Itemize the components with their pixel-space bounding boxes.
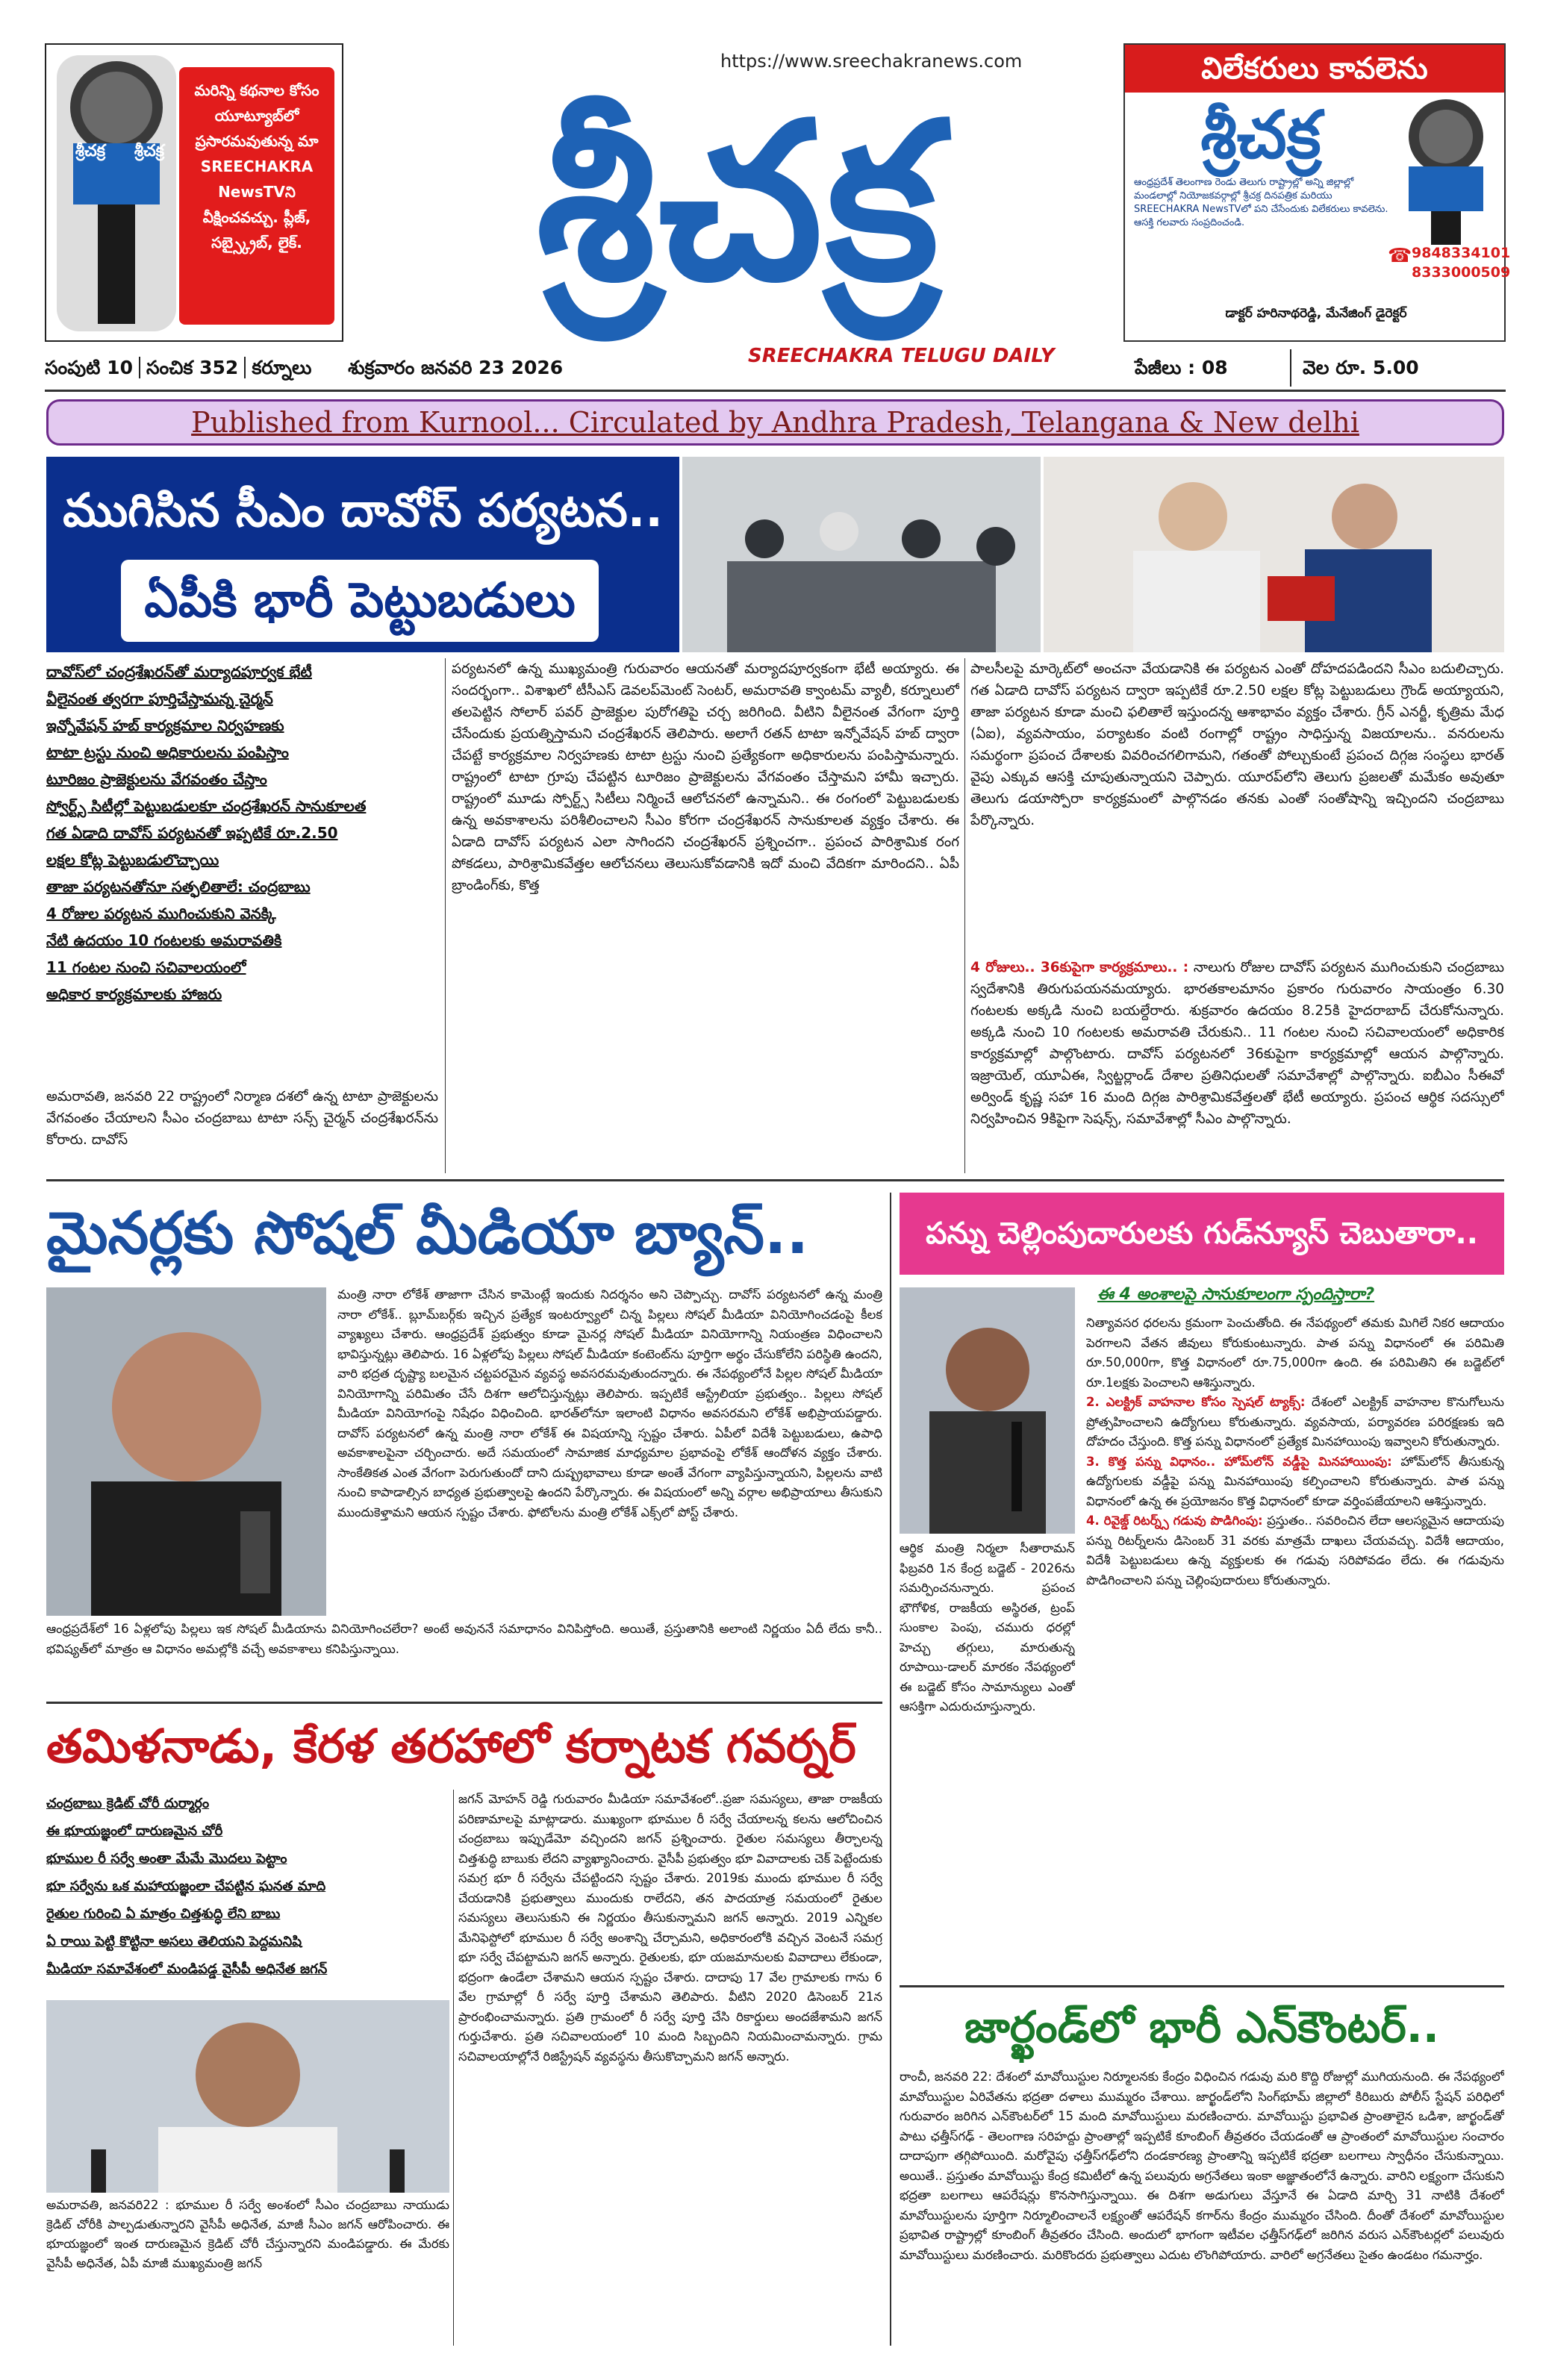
- story4-bullets: [46, 1790, 449, 1991]
- microphone-icon: [1394, 96, 1498, 245]
- story3-point3: హోమ్‌లోన్ తీసుకున్న ఉద్యోగులకు వడ్డీపై పన్ను మినహాయింపు కల్పించాలని కోరుతున్నారు. పాత పన్ను విధానంలో ఉన్న ఈ ప్రయోజనం కొత్త విధానంలో కూడా వర్తింపజేయాలని ఆశిస్తున్నారు.: [1086, 1454, 1504, 1508]
- section-rule: [46, 1702, 882, 1704]
- divider: [964, 658, 965, 1173]
- story4-bullet: చంద్రబాబు క్రెడిట్ చోరీ దుర్మార్గం: [46, 1796, 210, 1811]
- story1-col3-a: పాలసీలపై మార్కెట్‌లో అంచనా వేయడానికి ఈ పర్యటన ఎంతో దోహదపడిందని సీఎం బదులిచ్చారు. గత ఏడాది దావోస్ పర్యటన ద్వారా ఇప్పటికే రూ.2.50 లక్షల కోట్ల పెట్టుబడులు గ్రౌండ్ అయ్యాయని, తాజా పర్యటన కూడా మంచి ఫలితాలే ఇస్తుందన్న ఆశాభావం వ్యక్తం చేశారు. గ్రీన్ ఎనర్జీ, కృత్రిమ మేధ (ఏఐ), వ్యవసాయం, పర్యాటకం వంటి రంగాల్లో రాష్ట్రం సాధిస్తున్న విజయాలను.. వనరులను సమర్థంగా ప్రపంచ దేశాలకు వివరించగలిగామని, గతంతో పోల్చుకుంటే ప్రపంచ దిగ్గజ సంస్థలు భారత్ వైపు ఎక్కువ ఆసక్తి చూపుతున్నాయని చెప్పారు. యూరప్‌లోని తెలుగు ప్రజలతో మమేకం అవుతూ తెలుగు డయాస్పోరా కార్యక్రమంలో పాల్గొనడం తనకు ఎంతో సంతోషాన్ని ఇచ్చిందని చంద్రబాబు పేర్కొన్నారు.: [970, 661, 1504, 828]
- ad-body: ఆంధ్రప్రదేశ్ తెలంగాణ రెండు తెలుగు రాష్ట్రాల్లో అన్ని జిల్లాల్లో మండలాల్లో నియోజకవర్గాల్లో శ్రీచక్ర దినపత్రిక మరియు SREECHAKRA NewsTVలో పని చేసేందుకు విలేకరులు కావలెను. ఆసక్తి గలవారు సంప్రదించండి.: [1134, 177, 1388, 228]
- story4-bullet: మీడియా సమావేశంలో మండిపడ్డ వైసీపీ అధినేత జగన్: [46, 1961, 328, 1977]
- pages: పేజీలు : 08: [1135, 349, 1291, 387]
- story4-bullet: ఏ రాయి పెట్టి కొట్టినా అసలు తెలియని పెద్దమనిషి: [46, 1934, 302, 1949]
- story3-headline: పన్ను చెల్లింపుదారులకు గుడ్‌న్యూస్ చెబుతారా..: [900, 1193, 1504, 1275]
- date: శుక్రవారం జనవరి 23 2026: [348, 357, 564, 378]
- story1-bullet: అధికార కార్యక్రమాలకు హాజరు: [46, 985, 222, 1003]
- masthead-logo: శ్రీచక్ర: [536, 75, 942, 328]
- section-rule: [900, 1985, 1504, 1987]
- story1-bullet: తాజా పర్యటనతోనూ సత్ఫలితాలే: చంద్రబాబు: [46, 878, 311, 896]
- story1-col3-subhead: 4 రోజులు.. 36కుపైగా కార్యక్రమాలు.. :: [970, 960, 1189, 975]
- story4-bullet: భూముల రీ సర్వే అంతా మేమే మొదలు పెట్టాం: [46, 1851, 287, 1867]
- price: వెల రూ. 5.00: [1303, 357, 1419, 378]
- story5-headline: జార్ఖండ్‌లో భారీ ఎన్‌కౌంటర్..: [964, 2002, 1439, 2052]
- story2-photo-caption: ఆంధ్రప్రదేశ్‌లో 16 ఏళ్లలోపు పిల్లలు ఇక సోషల్ మీడియాను వినియోగించలేరా? అంటే అవుననే సమాధానం వినిపిస్తోంది. అయితే, ప్రస్తుతానికి అలాంటి నిర్ణయం ఏదీ లేదు కానీ.. భవిష్యత్‌లో మాత్రం ఆ విధానం అమల్లోకి వచ్చే అవకాశాలు కనిపిస్తున్నాయి.: [46, 1622, 882, 1656]
- divider: [453, 1790, 454, 2346]
- website-url[interactable]: https://www.sreechakranews.com: [720, 51, 1023, 72]
- story3-photo-caption: ఆర్థిక మంత్రి నిర్మలా సీతారామన్ ఫిబ్రవరి 1న కేంద్ర బడ్జెట్‌ - 2026ను సమర్పించనున్నారు. ప్రపంచ భౌగోళిక, రాజకీయ అస్థిరత, ట్రంప్ సుంకాల పెంపు, చమురు ధరల్లో హెచ్చు తగ్గులు, మారుతున్న రూపాయి-డాలర్ మారకం నేపథ్యంలో ఈ బడ్జెట్ కోసం సామాన్యులు ఎంతో ఆసక్తిగా ఎదురుచూస్తున్నారు.: [900, 1541, 1075, 1714]
- story1-col2: పర్యటనలో ఉన్న ముఖ్యమంత్రి గురువారం ఆయనతో మర్యాదపూర్వకంగా భేటీ అయ్యారు. ఈ సందర్భంగా.. విశాఖలో టీసీఎస్ డెవలప్‌మెంట్ సెంటర్, అమరావతి క్వాంటమ్ వ్యాలీ, కర్నూలులో తలపెట్టిన సోలార్ పవర్ ప్రాజెక్టుల పురోగతిపై చర్చ జరిగింది. వీటిని వీలైనంత వేగంగా పూర్తి చేసేందుకు ప్రయత్నిస్తామని చంద్రశేఖరన్ తెలిపారు. అలాగే రతన్ టాటా ఇన్నోవేషన్ హబ్ ద్వారా చేపట్టే కార్యక్రమాల నిర్వహణకు టాటా ట్రస్టు నుంచి ప్రత్యేకంగా అధికారులను పంపిస్తామన్నారు. రాష్ట్రంలో టాటా గ్రూపు చేపట్టిన టూరిజం ప్రాజెక్టులను వేగవంతం చేస్తామని హామీ ఇచ్చారు. రాష్ట్రంలో మూడు స్పోర్ట్స్ సిటీలు నిర్మించే ఆలోచనలో ఉన్నామని.. ఈ రంగంలో పెట్టుబడులకు ఉన్న అవకాశాలను పరిశీలించాలని సీఎం కోరగా చంద్రశేఖరన్ సానుకూలత వ్యక్తం చేశారు. ఈ ఏడాది దావోస్ పర్యటన ఎలా సాగిందని చంద్రశేఖరన్ ప్రశ్నించగా.. ప్రపంచ పారిశ్రామిక రంగ పోకడలు, పారిశ్రామికవేత్తల ఆలోచనలు తెలుసుకోవడానికి ఇదో మంచి వేదికగా మారిందని.. ఏపీ బ్రాండింగ్‌కు, కొత్త: [452, 661, 959, 893]
- story1-col1-tail: అమరావతి, జనవరి 22 రాష్ట్రంలో నిర్మాణ దశలో ఉన్న టాటా ప్రాజెక్టులను వేగవంతం చేయాలని సీఎం చంద్రబాబు టాటా సన్స్ చైర్మన్ చంద్రశేఖరన్‌ను కోరారు. దావోస్: [46, 1089, 438, 1148]
- story1-bullet: వీలైనంత త్వరగా పూర్తిచేస్తామన్న చైర్మన్: [46, 690, 273, 708]
- story3-point4-wrap: [1086, 1511, 1504, 1590]
- story1-bullet: దావోస్‌లో చంద్రశేఖరన్‌తో మర్యాదపూర్వక భేటీ: [46, 663, 312, 681]
- promo-brand-1: శ్రీచక్ర: [75, 142, 106, 160]
- story1-bullet: ఇన్నోవేషన్ హబ్ కార్యక్రమాల నిర్వహణకు: [46, 716, 284, 734]
- divider: [890, 1193, 891, 2346]
- story1-bullet: టూరిజం ప్రాజెక్టులను వేగవంతం చేస్తాం: [46, 770, 267, 788]
- story4-bullet: రైతుల గురించి ఏ మాత్రం చిత్తశుద్ధి లేని బాబు: [46, 1906, 281, 1922]
- divider: [445, 658, 446, 1173]
- story3-point3-title: 3. కొత్త పన్ను విధానం.. హోమ్‌లోన్ వడ్డీపై మినహాయింపు:: [1086, 1454, 1392, 1469]
- ad-phone-1[interactable]: 9848334101: [1412, 245, 1511, 261]
- story5-body: రాంచీ, జనవరి 22: దేశంలో మావోయిస్టుల నిర్మూలనకు కేంద్రం విధించిన గడువు మరి కొద్ది రోజుల్లో ముగియనుంది. ఈ నేపథ్యంలో మావోయిస్టుల ఏరివేతను భద్రతా దళాలు ముమ్మరం చేశాయి. జార్ఖండ్‌లోని సింగ్‌భూమ్ జిల్లాలో కిరిబురు పోలీస్ స్టేషన్ పరిధిలో గురువారం జరిగిన ఎన్‌కౌంటర్‌లో 15 మంది మావోయిస్టులు మరణించారు. మావోయిస్టు ప్రభావిత ప్రాంతాలైన ఒడిశా, జార్ఖండ్‌తో పాటు ఛత్తీస్‌గఢ్ - తెలంగాణ సరిహద్దు ప్రాంతాల్లో ఇప్పటికే కూంబింగ్ తీవ్రతరం చేయడంతో ఆ ప్రాంతంలో మావోయిస్టుల సంచారం దాదాపుగా తగ్గిపోయింది. మరోవైపు ఛత్తీస్‌గఢ్‌లోని దండకారణ్య ప్రాంతాన్ని ఇప్పటికే భద్రతా బలగాలు స్వాధీనం చేసుకున్నాయి. అయితే.. ప్రస్తుతం మావోయిస్టు కేంద్ర కమిటీలో ఉన్న పలువురు అగ్రనేతలు ఇంకా అజ్ఞాతంలోనే ఉన్నారు. వారిని లక్ష్యంగా చేసుకుని భద్రతా బలగాలు ఆపరేషన్లు కొనసాగిస్తున్నాయి. ఈ దిశగా అడుగులు వేస్తూనే ఈ ఏడాది మార్చి 31 నాటికి దేశంలో మావోయిస్టులను పూర్తిగా నిర్మూలించాలనే లక్ష్యంతో ఆపరేషన్‌ కగార్‌ను కేంద్రం ముమ్మరం చేసింది. దీంతో దేశంలో మావోయిస్టుల ప్రభావిత రాష్ట్రాల్లో కూంబింగ్ తీవ్రతరం చేసింది. అందులో భాగంగా ఇటీవల ఛత్తీస్‌గఢ్‌లో జరిగిన వరుస ఎన్‌కౌంటర్లలో పలువురు మావోయిస్టులు మరణించారు. మరికొందరు ప్రభుత్వాలు ఎదుట లొంగిపోయారు. వారిలో అగ్రనేతలు సైతం ఉండటం గమనార్హం.: [900, 2070, 1504, 2262]
- story1-bullet: స్వోర్ట్స్ సిటీల్లో పెట్టుబడులకూ చంద్రశేఖరన్ సానుకూలత: [46, 797, 367, 815]
- story1-photo-gift: [1044, 457, 1504, 652]
- story4-bullet: భూ సర్వేను ఒక మహాయజ్ఞంలా చేపట్టిన ఘనత మాది: [46, 1878, 326, 1894]
- ad-brand: శ్రీచక్ర: [1200, 96, 1321, 173]
- story3-point2-wrap: [1086, 1393, 1504, 1452]
- promo-brand-2: శ్రీచక్ర: [134, 142, 165, 160]
- story2-body: మంత్రి నారా లోకేశ్ తాజాగా చేసిన కామెంట్లే ఇందుకు నిదర్శనం అని చెప్పొచ్చు. దావోస్ పర్యటనలో ఉన్న మంత్రి నారా లోకేశ్.. బ్లూమ్‌బర్గ్‌కు ఇచ్చిన ప్రత్యేక ఇంటర్వ్యూలో చిన్న పిల్లలు సోషల్ మీడియా వినియోగించడంపై కీలక వ్యాఖ్యలు చేశారు. ఆంధ్రప్రదేశ్ ప్రభుత్వం కూడా మైనర్ల సోషల్ మీడియా వినియోగాన్ని నియంత్రణ విధించాలని భావిస్తున్నట్లు తెలిపారు. 16 ఏళ్లలోపు పిల్లలు సోషల్ మీడియా కంటెంట్‌ను పూర్తిగా అర్థం చేసుకోలేని పరిస్థితి ఉందని, వారి భద్రత దృష్ట్యా బలమైన చట్టపరమైన వ్యవస్థ అవసరమవుతుందన్నారు. ఈ నేపథ్యంలోనే పిల్లల సోషల్ మీడియా వినియోగాన్ని పరిమితం చేసే దిశగా ఆలోచిస్తున్నట్లు తెలిపారు. ఇప్పటికే ఆస్ట్రేలియా ప్రభుత్వం.. పిల్లలు సోషల్ మీడియా వినియోగంపై నిషేధం విధించింది. భారత్‌లోనూ ఇలాంటి విధానం అవసరమని లోకేశ్ అభిప్రాయపడ్డారు. దావోస్ పర్యటనలో ఉన్న మంత్రి నారా లోకేశ్ ఈ విషయాన్ని స్పష్టం చేశారు. ఏపీలో విదేశీ పెట్టుబడులు, ఉపాధి అవకాశాలపైనా చర్చించారు. అదే సమయంలో సామాజిక మాధ్యమాల ప్రభావంపై లోకేశ్ ఆందోళన వ్యక్తం చేశారు. సాంకేతికత ఎంత వేగంగా పెరుగుతుందో దాని దుష్ప్రభావాలు కూడా అంతే వేగంగా వ్యాపిస్తున్నాయని, పిల్లలను వాటి నుంచి కాపాడాల్సిన బాధ్యత ప్రభుత్వాలపై ఉందని పేర్కొన్నారు. ఈ విషయంలో అన్ని వర్గాల అభిప్రాయాలు తీసుకుని ముందుకెళ్తామని ఆయన స్పష్టం చేశారు. ఫోటోలను మంత్రి లోకేశ్ ఎక్స్‌లో పోస్ట్ చేశారు.: [337, 1287, 882, 1519]
- story1-bullet: లక్షల కోట్ల పెట్టుబడులొచ్చాయి: [46, 851, 219, 869]
- story3-point2-title: 2. ఎలక్ట్రిక్ వాహనాల కోసం స్పెషల్ ట్యాక్స్:: [1086, 1395, 1306, 1409]
- issue: సంచిక 352: [146, 357, 239, 378]
- story3-body: [1086, 1314, 1504, 1978]
- ad-contact: డాక్టర్ హరినాథరెడ్డి, మేనేజింగ్ డైరెక్టర్: [1225, 306, 1407, 321]
- story1-bullet: టాటా ట్రస్టు నుంచి అధికారులను పంపిస్తాం: [46, 743, 289, 761]
- story4-bullet: ఈ భూయజ్ఞంలో దారుణమైన చోరీ: [46, 1823, 223, 1839]
- right-ad-box[interactable]: [1123, 43, 1511, 342]
- story1-photo-meeting: [682, 457, 1041, 652]
- section-rule: [46, 1179, 1504, 1181]
- ad-microphone: [1394, 96, 1498, 245]
- story1-bullet: 11 గంటల నుంచి సచివాలయంలో: [46, 958, 246, 976]
- microphone-icon: [57, 55, 176, 331]
- ad-phone-2[interactable]: 8333000509: [1412, 264, 1511, 281]
- story2-headline: మైనర్లకు సోషల్ మీడియా బ్యాన్..: [46, 1200, 809, 1267]
- story1-bullet: గత ఏడాది దావోస్ పర్యటనతో ఇప్పటికే రూ.2.50: [46, 824, 338, 842]
- story1-col3: [970, 658, 1504, 1173]
- story4-body: జగన్ మోహన్ రెడ్డి గురువారం మీడియా సమావేశంలో..ప్రజా సమస్యలు, తాజా రాజకీయ పరిణామాలపై మాట్లాడారు. ముఖ్యంగా భూముల రీ సర్వే చేయాలన్న కలను ఆలోచించిన చంద్రబాబు ఇప్పుడేమో వచ్చిందని జగన్ ప్రశ్నించారు. రైతుల సమస్యలు తీర్చాలన్న చిత్తశుద్ధి బాబుకు లేదని వ్యాఖ్యానించారు. వైసీపీ ప్రభుత్వం భూ వివాదాలకు చెక్ పెట్టేందుకు సమగ్ర భూ రీ సర్వేను చేపట్టిందని స్పష్టం చేశారు. 2019కు ముందు భూముల రీ సర్వే చేయడానికి ప్రభుత్వాలు ముందుకు రాలేదని, తన పాదయాత్ర సమయంలో రైతుల సమస్యలు తెలుసుకుని ఈ నిర్ణయం తీసుకున్నామని జగన్ అన్నారు. 2019 ఎన్నికల మేనిఫెస్టోలో భూముల రీ సర్వే అంశాన్ని చేర్చామని, అధికారంలోకి వచ్చిన వెంటనే సమగ్ర భూ సర్వే చేపట్టామని జగన్ అన్నారు. రైతులకు, భూ యజమానులకు వివాదాలు లేకుండా, భద్రంగా ఉండేలా చేశామని ఆయన స్పష్టం చేశారు. దాదాపు 17 వేల గ్రామాలకు గాను 6 వేల గ్రామాల్లో రీ సర్వే పూర్తి చేశామని తెలిపారు. వీటిని 2020 డిసెంబర్ 21న ప్రారంభించామన్నారు. ప్రతి గ్రామంలో రీ సర్వే పూర్తి చేసి రికార్డులు అందజేశామని జగన్ గుర్తుచేశారు. ప్రతి సచివాలయంలో 10 మంది సిబ్బందిని నియమించామన్నారు. గ్రామ సచివాలయాల్లోనే రిజిస్ట్రేషన్ వ్యవస్థను తీసుకొచ్చామని జగన్ అన్నారు.: [458, 1792, 882, 2064]
- story4-photo-caption: అమరావతి, జనవరి22 : భూముల రీ సర్వే అంశంలో సీఎం చంద్రబాబు నాయుడు క్రెడిట్ చోరీకి పాల్పడుతున్నారని వైసీపీ అధినేత, మాజీ సీఎం జగన్ ఆరోపించారు. ఈ భూయజ్ఞంలో ఇంత దారుణమైన క్రెడిట్ చోరీ చేస్తున్నారని మండిపడ్డారు. ఈ మేరకు వైసీపీ అధినేత, ఏపీ మాజీ ముఖ్యమంత్రి జగన్: [46, 2198, 449, 2270]
- story4-photo-jagan: [46, 2000, 449, 2193]
- story1-col3-b-wrap: [970, 957, 1504, 1173]
- story1-headline-line2: ఏపీకి భారీ పెట్టుబడులు: [121, 560, 599, 642]
- ad-title: విలేకరులు కావలెను: [1125, 45, 1504, 93]
- left-promo-box[interactable]: [45, 43, 343, 342]
- story3-subhead: ఈ 4 అంశాలపై సానుకూలంగా స్పందిస్తారా?: [1097, 1285, 1375, 1304]
- story2-photo-lokesh: [46, 1287, 326, 1616]
- story3-photo-nirmala: [900, 1287, 1075, 1534]
- publication-ribbon: Published from Kurnool... Circulated by Andhra Pradesh, Telangana & New delhi: [46, 399, 1504, 446]
- story3-body-a: నిత్యావసర ధరలను క్రమంగా పెంచుతోంది. ఈ నేపథ్యంలో తమకు మిగిలే నికర ఆదాయం పెరగాలని వేతన జీవులు కోరుకుంటున్నారు. పాత పన్ను విధానంలో ఈ పరిమితి రూ.50,000గా, కొత్త విధానంలో రూ.75,000గా ఉంది. ఈ పరిమితిని ఈ బడ్జెట్‌లో రూ.1లక్షకు పెంచాలని ఆశిస్తున్నారు.: [1086, 1316, 1504, 1390]
- story3-point4: ప్రస్తుతం.. సవరించిన లేదా ఆలస్యమైన ఆదాయపు పన్ను రిటర్న్‌లను డిసెంబర్ 31 వరకు మాత్రమే దాఖలు చేయవచ్చు. విదేశీ ఆదాయం, విదేశీ పెట్టుబడులు ఉన్న వ్యక్తులకు ఈ గడువు సరిపోవడం లేదు. ఈ గడువును పొడిగించాలని పన్ను చెల్లింపుదారులు కోరుతున్నారు.: [1086, 1514, 1504, 1587]
- microphone-image: [57, 55, 176, 331]
- story1-headline-line1: ముగిసిన సీఎం దావోస్ పర్యటన..: [63, 483, 663, 537]
- volume: సంపుటి 10: [45, 357, 133, 378]
- ad-phone-icon: ☎: [1388, 245, 1412, 267]
- story1-bullet: 4 రోజుల పర్యటన ముగించుకుని వెనక్కి: [46, 905, 276, 922]
- story1-col3-b: నాలుగు రోజుల దావోస్ పర్యటన ముగించుకుని చంద్రబాబు స్వదేశానికి తిరుగుపయనమయ్యారు. భారతకాలమానం ప్రకారం గురువారం సాయంత్రం 6.30 గంటలకు అక్కడి నుంచి బయల్దేరారు. శుక్రవారం ఉదయం 8.25కి హైదరాబాద్ చేరుకోనున్నారు. అక్కడి నుంచి 10 గంటలకు అమరావతి చేరుకుని.. 11 గంటల నుంచి సచివాలయంలో అధికారిక కార్యక్రమాల్లో పాల్గొంటారు. దావోస్ పర్యటనలో 36కుపైగా కార్యక్రమాల్లో ఆయన పాల్గొన్నారు. ఇజ్రాయెల్, యూఏఈ, స్విట్జర్లాండ్ దేశాల ప్రతినిధులతో సమావేశాల్లో పాల్గొన్నారు. ఐబీఎం సీఈవో అర్విండ్ కృష్ణ సహా 16 మంది దిగ్గజ పారిశ్రామికవేత్తలతో భేటీ అయ్యారు. ప్రపంచ ఆర్థిక సదస్సులో నిర్వహించిన 9కిపైగా సెషన్స్, సమావేశాల్లో సీఎం పాల్గొన్నారు.: [970, 960, 1504, 1127]
- city: కర్నూలు: [252, 357, 312, 378]
- story3-point2: దేశంలో ఎలక్ట్రిక్ వాహనాల కొనుగోలును ప్రోత్సహించాలని ఉద్యోగులు కోరుతున్నారు. వ్యవసాయ, పర్యావరణ పరిరక్షణకు ఇది దోహదం చేస్తుంది. కొత్త పన్ను విధానంలో ప్రత్యేక మినహాయింపు ఇవ్వాలని కోరుతున్నారు.: [1086, 1395, 1504, 1449]
- story1-headline-box: [46, 457, 679, 652]
- story4-headline: తమిళనాడు, కేరళ తరహాలో కర్నాటక గవర్నర్: [46, 1719, 856, 1773]
- story1-bullet: నేటి ఉదయం 10 గంటలకు అమరావతికి: [46, 931, 282, 949]
- story1-bullets: [46, 658, 438, 1084]
- story3-point3-wrap: [1086, 1452, 1504, 1512]
- english-name: SREECHAKRA TELUGU DAILY: [748, 345, 1055, 367]
- story3-point4-title: 4. రివైజ్డ్ రిటర్న్స్ గడువు పొడిగింపు:: [1086, 1514, 1263, 1528]
- header-rule: [45, 390, 1506, 392]
- promo-text: మరిన్ని కథనాల కోసం యూట్యూబ్‌లో ప్రసారమవుతున్న మా SREECHAKRA NewsTVని వీక్షించవచ్చు. ప్లీజ్, సబ్స్క్రైబ్, లైక్.: [179, 67, 334, 325]
